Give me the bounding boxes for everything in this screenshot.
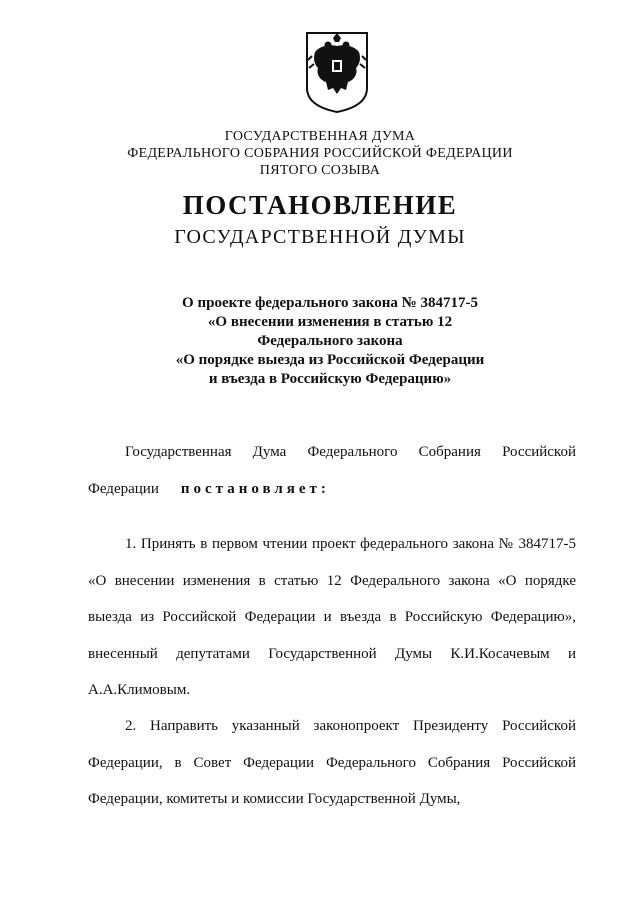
decree-word: постановляет:	[180, 480, 330, 497]
header-line-3: ПЯТОГО СОЗЫВА	[259, 163, 381, 178]
item-1-paragraph: 1. Принять в первом чтении проект федерального закона № 384717-5 «О внесении изменения в статью 12 Федерального закона «О порядке выезда из Российской Федерации и въезда в Российскую Федерацию», внесенный депутатами Государственной Думы К.И.Косачевым и А.А.Климовым.	[88, 536, 576, 698]
header-line-1: ГОСУДАРСТВЕННАЯ ДУМА	[224, 129, 416, 144]
header-line-2: ФЕДЕРАЛЬНОГО СОБРАНИЯ РОССИЙСКОЙ ФЕДЕРАЦИИ	[127, 146, 513, 161]
issuer-header	[0, 128, 640, 179]
subject-line: Федерального закона	[257, 333, 403, 349]
subject-block	[0, 294, 640, 389]
item-2-paragraph: 2. Направить указанный законопроект Президенту Российской Федерации, в Совет Федерации Федерального Собрания Российской Федерации, комитеты и комиссии Государственной Думы,	[88, 718, 576, 807]
subject-line: и въезда в Российскую Федерацию»	[208, 371, 452, 387]
subject-line: «О порядке выезда из Российской Федерации	[175, 352, 485, 368]
preamble-paragraph	[88, 434, 576, 507]
subject-line: О проекте федерального закона № 384717-5	[182, 295, 478, 311]
double-headed-eagle-icon	[304, 30, 370, 114]
emblem	[304, 30, 370, 114]
preamble-text: Государственная Дума Федерального Собрания Российской Федерации	[88, 444, 576, 497]
subject-line: «О внесении изменения в статью 12	[207, 314, 453, 330]
document-title: ПОСТАНОВЛЕНИЕ	[182, 190, 458, 220]
document-subtitle: ГОСУДАРСТВЕННОЙ ДУМЫ	[174, 226, 466, 248]
